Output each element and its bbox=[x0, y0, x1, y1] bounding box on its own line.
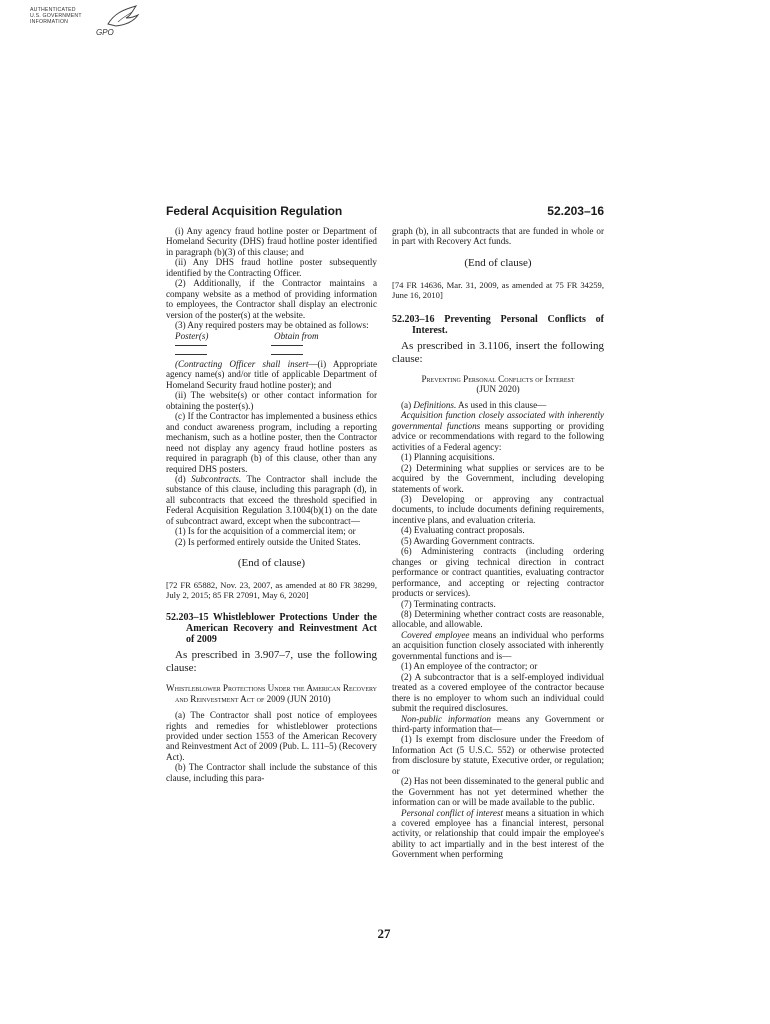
paragraph bbox=[392, 808, 604, 860]
blank-line bbox=[175, 354, 207, 355]
paragraph-text: —(i) Appropriate agency name(s) and/or title of applicable Department of Homeland Security fraud hotline poster); and bbox=[166, 358, 377, 390]
paragraph-text: means a situation in which a covered employee has a financial interest, personal activity, or relationship that could impair the employee's ability to act impartially and in the best interest of the Government when performing bbox=[392, 807, 604, 860]
paragraph: graph (b), in all subcontracts that are funded in whole or in part with Recovery Act funds. bbox=[392, 226, 604, 247]
paragraph: (2) Additionally, if the Contractor maintains a company website as a method of providing information to employees, the Contractor shall display an electronic version of the poster(s) at the website. bbox=[166, 278, 377, 320]
section-heading: 52.203–16 Preventing Personal Conflicts of Interest. bbox=[392, 313, 604, 336]
obtain-from-column-label: Obtain from bbox=[274, 330, 319, 341]
paragraph bbox=[166, 359, 377, 390]
header-section-number: 52.203–16 bbox=[547, 204, 604, 218]
blank-line bbox=[175, 345, 207, 346]
paragraph: (3) Developing or approving any contractual documents, to include documents defining requirements, incentive plans, and evaluation criteria. bbox=[392, 493, 604, 525]
paragraph: (i) Any agency fraud hotline poster or Department of Homeland Security (DHS) fraud hotline poster identified in paragraph (b)(3) of this clause; and bbox=[166, 226, 377, 257]
paragraph: (c) If the Contractor has implemented a business ethics and conduct awareness program, including a reporting mechanism, such as a hotline poster, then the Contractor need not display any agency fraud hotline posters as required in paragraph (b) of this clause, other than any required DHS posters. bbox=[166, 411, 377, 474]
paragraph-text: means an individual who performs an acquisition function closely associated with inherently governmental functions and is— bbox=[392, 629, 604, 661]
end-of-clause: (End of clause) bbox=[464, 256, 532, 269]
poster-table-blank-row bbox=[166, 350, 377, 359]
paragraph: (7) Terminating contracts. bbox=[401, 598, 496, 609]
italic-text: Non-public information bbox=[401, 713, 491, 724]
poster-table-header bbox=[166, 331, 377, 341]
paragraph: (1) An employee of the contractor; or bbox=[401, 661, 538, 672]
paragraph: (6) Administering contracts (including ordering changes or giving technical direction in contract performance or contract quantities, evaluating contractor performance, and accepting or rejecting contractor products or services). bbox=[392, 546, 604, 599]
paragraph: (1) Is for the acquisition of a commercial item; or bbox=[175, 526, 356, 537]
logo-line-1: AUTHENTICATED bbox=[30, 7, 76, 13]
clause-title: Whistleblower Protections Under the American Recovery and Reinvestment Act of 2009 (JUN 2010) bbox=[166, 683, 377, 704]
left-column bbox=[166, 226, 377, 783]
paragraph: (4) Evaluating contract proposals. bbox=[401, 525, 525, 536]
prescription-text: As prescribed in 3.907–7, use the following clause: bbox=[166, 649, 377, 675]
poster-column-label: Poster(s) bbox=[175, 330, 209, 341]
blank-line bbox=[271, 345, 303, 346]
paragraph: (5) Awarding Government contracts. bbox=[401, 535, 535, 546]
eagle-icon bbox=[106, 4, 142, 30]
citation: [74 FR 14636, Mar. 31, 2009, as amended at 75 FR 34259, June 16, 2010] bbox=[392, 279, 604, 300]
paragraph: (8) Determining whether contract costs are reasonable, allocable, and allowable. bbox=[392, 608, 604, 630]
logo-gpo-mark: GPO bbox=[96, 28, 114, 37]
paragraph: (1) Planning acquisitions. bbox=[401, 452, 495, 463]
paragraph: (b) The Contractor shall include the substance of this clause, including this para- bbox=[166, 762, 377, 783]
paragraph: (2) Is performed entirely outside the United States. bbox=[175, 536, 361, 547]
paragraph bbox=[392, 630, 604, 661]
paragraph: (ii) Any DHS fraud hotline poster subsequently identified by the Contracting Officer. bbox=[166, 257, 377, 278]
blank-line bbox=[271, 354, 303, 355]
paragraph-text: As used in this clause— bbox=[456, 399, 547, 410]
paragraph: (ii) The website(s) or other contact information for obtaining the poster(s).) bbox=[166, 390, 377, 411]
italic-text: Personal conflict of interest bbox=[401, 807, 504, 818]
italic-text: Definitions. bbox=[413, 399, 457, 410]
page-number: 27 bbox=[377, 926, 391, 941]
end-of-clause: (End of clause) bbox=[237, 557, 306, 570]
right-column bbox=[392, 226, 604, 860]
paragraph: (1) Is exempt from disclosure under the Freedom of Information Act (5 U.S.C. 552) or otherwise protected from disclosure by statute, Executive order, or regulation; or bbox=[392, 734, 604, 776]
logo-line-3: INFORMATION bbox=[30, 19, 69, 25]
gpo-authentication-logo bbox=[30, 4, 142, 42]
logo-line-2: U.S. GOVERNMENT bbox=[30, 13, 82, 19]
paragraph-text: The Contractor shall include the substance of this clause, including this paragraph (d), in all subcontracts that exceed the threshold specified in Federal Acquisition Regulation 3.1004(b)(1) on the date of subcontract award, except when the subcontract— bbox=[166, 473, 377, 526]
section-heading: 52.203–15 Whistleblower Protections Under the American Recovery and Reinvestment Act of 2009 bbox=[166, 612, 377, 646]
paragraph: (3) Any required posters may be obtained as follows: bbox=[175, 320, 369, 331]
paragraph bbox=[392, 714, 604, 735]
prescription-text: As prescribed in 3.1106, insert the following clause: bbox=[392, 339, 604, 365]
paragraph bbox=[392, 400, 604, 410]
paragraph bbox=[166, 474, 377, 526]
paragraph-text: means supporting or providing advice or recommendations with regard to the following activities of a Federal agency: bbox=[392, 420, 604, 452]
paragraph: (2) Has not been disseminated to the general public and the Government has not yet determined whether the information can or will be made available to the public. bbox=[392, 776, 604, 808]
italic-text: Acquisition function closely associated with inherently governmental functions bbox=[392, 410, 604, 431]
paragraph: (a) The Contractor shall post notice of employees rights and remedies for whistleblower protections provided under section 1553 of the American Recovery and Reinvestment Act of 2009 (Pub. L. 111–5) (Recovery Act). bbox=[166, 710, 377, 762]
running-header bbox=[166, 204, 604, 220]
poster-table-blank-row bbox=[166, 341, 377, 350]
header-title: Federal Acquisition Regulation bbox=[166, 204, 343, 218]
paragraph-text: means any Government or third-party information that— bbox=[392, 713, 604, 734]
paragraph-lead: (d) bbox=[175, 473, 192, 484]
italic-text: (Contracting Officer shall insert bbox=[175, 358, 309, 369]
paragraph bbox=[392, 410, 604, 452]
citation: [72 FR 65882, Nov. 23, 2007, as amended at 80 FR 38299, July 2, 2015; 85 FR 27091, May 6, 2020] bbox=[166, 580, 377, 601]
paragraph: (2) A subcontractor that is a self-employed individual treated as a covered employee of the contractor because there is no employer to whom such an individual could submit the required disclosures. bbox=[392, 671, 604, 714]
italic-text: Covered employee bbox=[401, 629, 470, 640]
italic-text: Subcontracts. bbox=[191, 473, 242, 484]
clause-title: Preventing Personal Conflicts of Interest (JUN 2020) bbox=[421, 373, 575, 394]
paragraph-lead: (a) bbox=[401, 399, 414, 410]
paragraph: (2) Determining what supplies or services are to be acquired by the Government, including developing statements of work. bbox=[392, 462, 604, 494]
